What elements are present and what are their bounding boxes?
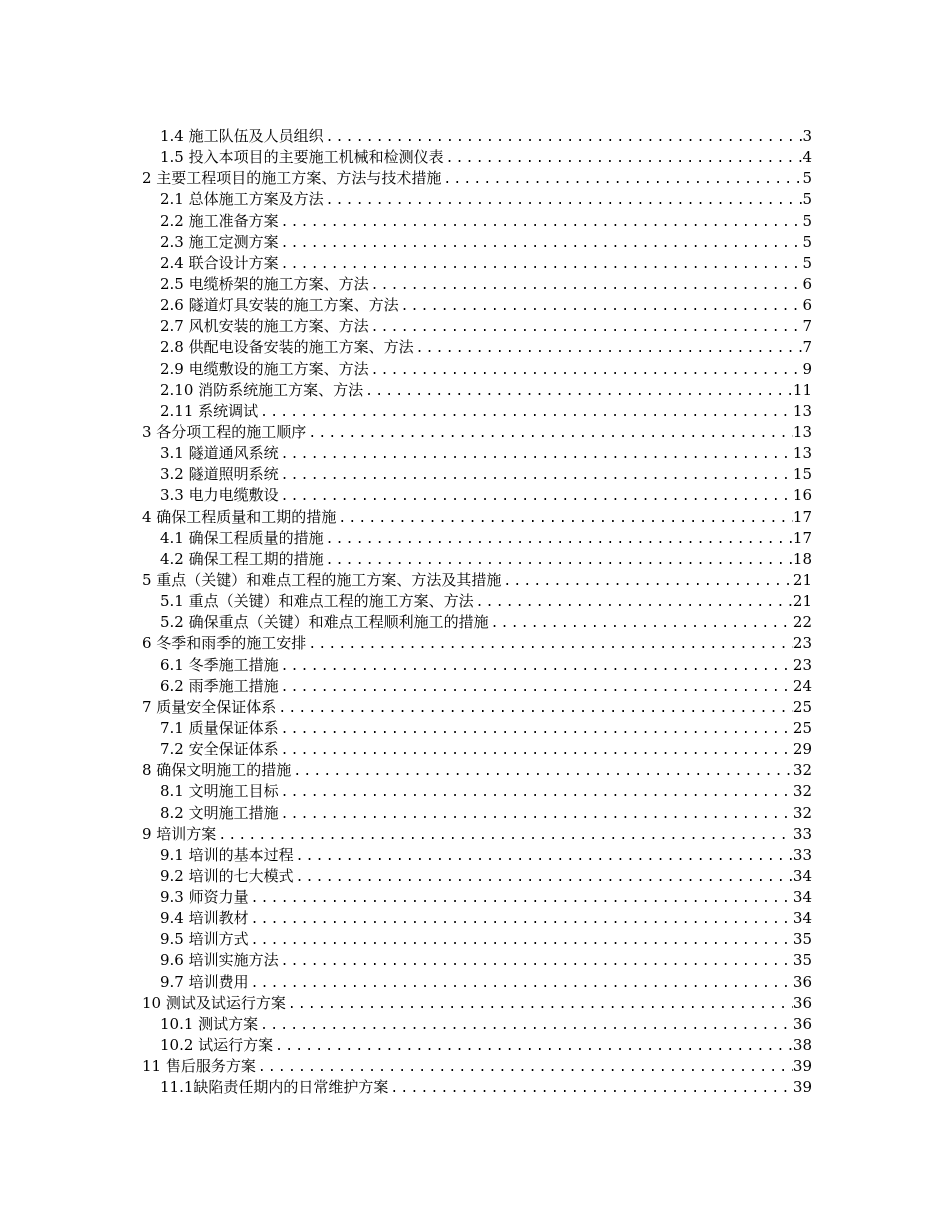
- toc-entry[interactable]: [142, 950, 812, 971]
- toc-entry-title: 8.1 文明施工目标: [160, 782, 279, 801]
- toc-entry-title: 3.3 电力电缆敷设: [160, 486, 279, 505]
- toc-dot-leader: [279, 212, 802, 233]
- toc-entry-page-number: 17: [792, 528, 812, 547]
- toc-entry-page-number: 23: [792, 634, 812, 653]
- toc-entry-page-number: 15: [792, 465, 812, 484]
- toc-dot-leader: [324, 529, 793, 550]
- toc-entry[interactable]: [142, 929, 812, 950]
- toc-dot-leader: [324, 127, 802, 148]
- toc-entry-title: 5 重点（关键）和难点工程的施工方案、方法及其措施: [142, 570, 502, 589]
- toc-entry-page-number: 32: [792, 782, 812, 801]
- toc-entry[interactable]: [142, 485, 812, 506]
- toc-dot-leader: [256, 1057, 793, 1078]
- toc-entry-page-number: 34: [792, 909, 812, 928]
- toc-dot-leader: [306, 634, 793, 655]
- toc-dot-leader: [369, 275, 802, 296]
- toc-entry-page-number: 13: [792, 444, 812, 463]
- toc-entry-title: 9.3 师资力量: [160, 888, 249, 907]
- toc-entry-title: 4 确保工程质量和工期的措施: [142, 507, 337, 526]
- toc-entry-page-number: 5: [802, 211, 812, 230]
- toc-entry[interactable]: [142, 993, 812, 1014]
- toc-entry-title: 8.2 文明施工措施: [160, 803, 279, 822]
- toc-entry-title: 3.2 隧道照明系统: [160, 465, 279, 484]
- toc-dot-leader: [501, 571, 793, 592]
- toc-entry[interactable]: [142, 443, 812, 464]
- toc-dot-leader: [363, 381, 793, 402]
- toc-entry-title: 10 测试及试运行方案: [142, 993, 286, 1012]
- toc-dot-leader: [279, 719, 793, 740]
- toc-entry-title: 7.1 质量保证体系: [160, 718, 279, 737]
- toc-entry-page-number: 34: [792, 866, 812, 885]
- toc-entry-title: 2.4 联合设计方案: [160, 253, 279, 272]
- toc-entry-page-number: 6: [802, 296, 812, 315]
- toc-dot-leader: [388, 1078, 793, 1099]
- toc-dot-leader: [249, 973, 793, 994]
- toc-entry-page-number: 5: [802, 253, 812, 272]
- toc-entry-title: 2.6 隧道灯具安装的施工方案、方法: [160, 296, 399, 315]
- toc-entry-page-number: 36: [792, 972, 812, 991]
- toc-dot-leader: [414, 338, 802, 359]
- toc-entry[interactable]: [142, 760, 812, 781]
- toc-entry[interactable]: [142, 168, 812, 189]
- toc-entry[interactable]: [142, 126, 812, 147]
- toc-entry-title: 6.2 雨季施工措施: [160, 676, 279, 695]
- toc-entry-page-number: 5: [802, 232, 812, 251]
- toc-entry-page-number: 9: [802, 359, 812, 378]
- toc-dot-leader: [279, 444, 793, 465]
- toc-dot-leader: [258, 1015, 793, 1036]
- toc-entry-page-number: 6: [802, 274, 812, 293]
- toc-dot-leader: [279, 254, 802, 275]
- toc-entry-title: 2.8 供配电设备安装的施工方案、方法: [160, 338, 414, 357]
- toc-dot-leader: [294, 846, 793, 867]
- toc-entry[interactable]: [142, 866, 812, 887]
- toc-entry-title: 2.11 系统调试: [160, 401, 259, 420]
- toc-dot-leader: [279, 465, 793, 486]
- toc-entry-title: 9.1 培训的基本过程: [160, 845, 294, 864]
- toc-dot-leader: [286, 994, 793, 1015]
- toc-entry[interactable]: [142, 570, 812, 591]
- toc-entry-title: 6 冬季和雨季的施工安排: [142, 634, 307, 653]
- toc-entry-title: 9.2 培训的七大模式: [160, 866, 294, 885]
- toc-entry-title: 1.5 投入本项目的主要施工机械和检测仪表: [160, 148, 444, 167]
- toc-entry-page-number: 13: [792, 422, 812, 441]
- toc-entry[interactable]: [142, 612, 812, 633]
- toc-dot-leader: [444, 148, 802, 169]
- toc-entry-page-number: 39: [792, 1057, 812, 1076]
- toc-entry[interactable]: [142, 1035, 812, 1056]
- toc-entry[interactable]: [142, 781, 812, 802]
- toc-entry-page-number: 39: [792, 1078, 812, 1097]
- toc-entry-title: 2.2 施工准备方案: [160, 211, 279, 230]
- toc-entry-page-number: 33: [792, 845, 812, 864]
- toc-entry[interactable]: [142, 845, 812, 866]
- toc-entry-title: 9.6 培训实施方法: [160, 951, 279, 970]
- toc-dot-leader: [249, 888, 793, 909]
- toc-entry[interactable]: [142, 464, 812, 485]
- toc-dot-leader: [279, 656, 793, 677]
- toc-entry-page-number: 32: [792, 803, 812, 822]
- toc-entry-title: 10.2 试运行方案: [160, 1036, 274, 1055]
- toc-dot-leader: [489, 613, 793, 634]
- toc-entry-page-number: 33: [792, 824, 812, 843]
- toc-entry-page-number: 29: [792, 740, 812, 759]
- toc-entry-page-number: 34: [792, 888, 812, 907]
- table-of-contents: [142, 126, 812, 1098]
- toc-entry-title: 3 各分项工程的施工顺序: [142, 422, 307, 441]
- toc-entry[interactable]: [142, 718, 812, 739]
- toc-dot-leader: [441, 169, 802, 190]
- toc-entry-page-number: 24: [792, 676, 812, 695]
- toc-entry[interactable]: [142, 253, 812, 274]
- toc-entry[interactable]: [142, 528, 812, 549]
- toc-dot-leader: [279, 233, 802, 254]
- toc-entry[interactable]: [142, 295, 812, 316]
- toc-entry[interactable]: [142, 676, 812, 697]
- toc-dot-leader: [279, 677, 793, 698]
- toc-entry-page-number: 21: [792, 570, 812, 589]
- toc-entry-title: 2.7 风机安装的施工方案、方法: [160, 317, 369, 336]
- toc-entry[interactable]: [142, 739, 812, 760]
- toc-entry-page-number: 35: [792, 930, 812, 949]
- toc-dot-leader: [336, 508, 793, 529]
- toc-entry-page-number: 16: [792, 486, 812, 505]
- toc-entry[interactable]: [142, 697, 812, 718]
- toc-entry-title: 7.2 安全保证体系: [160, 740, 279, 759]
- toc-entry[interactable]: [142, 422, 812, 443]
- toc-entry[interactable]: [142, 1077, 812, 1098]
- toc-dot-leader: [279, 804, 793, 825]
- toc-entry[interactable]: [142, 507, 812, 528]
- toc-entry-page-number: 22: [792, 613, 812, 632]
- toc-entry-page-number: 32: [792, 761, 812, 780]
- toc-entry-page-number: 3: [802, 127, 812, 145]
- toc-entry-title: 9 培训方案: [142, 824, 217, 843]
- toc-entry-title: 7 质量安全保证体系: [142, 697, 277, 716]
- toc-entry-page-number: 18: [792, 549, 812, 568]
- toc-entry[interactable]: [142, 972, 812, 993]
- toc-entry-title: 2.1 总体施工方案及方法: [160, 190, 324, 209]
- toc-entry[interactable]: [142, 359, 812, 380]
- toc-entry[interactable]: [142, 591, 812, 612]
- toc-entry-page-number: 21: [792, 592, 812, 611]
- toc-dot-leader: [369, 317, 802, 338]
- toc-entry-title: 8 确保文明施工的措施: [142, 761, 292, 780]
- toc-entry[interactable]: [142, 316, 812, 337]
- toc-dot-leader: [474, 592, 793, 613]
- toc-entry[interactable]: [142, 633, 812, 654]
- toc-dot-leader: [258, 402, 793, 423]
- toc-entry-page-number: 5: [802, 169, 812, 188]
- toc-entry-title: 2.9 电缆敷设的施工方案、方法: [160, 359, 369, 378]
- toc-entry-title: 9.4 培训教材: [160, 909, 249, 928]
- toc-entry-page-number: 7: [802, 317, 812, 336]
- toc-entry[interactable]: [142, 401, 812, 422]
- toc-dot-leader: [276, 698, 793, 719]
- toc-dot-leader: [249, 909, 793, 930]
- toc-entry-title: 3.1 隧道通风系统: [160, 444, 279, 463]
- toc-entry-page-number: 23: [792, 655, 812, 674]
- toc-entry-page-number: 4: [802, 148, 812, 167]
- toc-entry-title: 2.10 消防系统施工方案、方法: [160, 380, 364, 399]
- toc-dot-leader: [324, 190, 802, 211]
- toc-entry[interactable]: [142, 908, 812, 929]
- toc-dot-leader: [279, 740, 793, 761]
- toc-dot-leader: [273, 1036, 793, 1057]
- toc-entry-page-number: 13: [792, 401, 812, 420]
- toc-dot-leader: [279, 951, 793, 972]
- toc-entry-title: 2.3 施工定测方案: [160, 232, 279, 251]
- toc-dot-leader: [279, 486, 793, 507]
- toc-entry-page-number: 35: [792, 951, 812, 970]
- toc-entry-page-number: 5: [802, 190, 812, 209]
- toc-entry[interactable]: [142, 549, 812, 570]
- toc-entry[interactable]: [142, 803, 812, 824]
- toc-dot-leader: [294, 867, 793, 888]
- toc-entry-title: 1.4 施工队伍及人员组织: [160, 127, 324, 145]
- toc-entry[interactable]: [142, 655, 812, 676]
- toc-entry-title: 2.5 电缆桥架的施工方案、方法: [160, 274, 369, 293]
- toc-entry-title: 10.1 测试方案: [160, 1014, 259, 1033]
- toc-entry[interactable]: [142, 1014, 812, 1035]
- toc-entry[interactable]: [142, 337, 812, 358]
- toc-dot-leader: [306, 423, 793, 444]
- toc-entry-page-number: 11: [792, 380, 812, 399]
- toc-entry[interactable]: [142, 274, 812, 295]
- toc-entry-title: 4.2 确保工程工期的措施: [160, 549, 324, 568]
- toc-dot-leader: [324, 550, 793, 571]
- toc-entry[interactable]: [142, 380, 812, 401]
- toc-entry[interactable]: [142, 887, 812, 908]
- toc-entry-page-number: 38: [792, 1036, 812, 1055]
- toc-entry-page-number: 36: [792, 993, 812, 1012]
- toc-dot-leader: [279, 782, 793, 803]
- toc-entry-title: 11.1缺陷责任期内的日常维护方案: [160, 1078, 389, 1097]
- toc-entry[interactable]: [142, 189, 812, 210]
- toc-dot-leader: [249, 930, 793, 951]
- toc-entry-title: 2 主要工程项目的施工方案、方法与技术措施: [142, 169, 442, 188]
- toc-dot-leader: [216, 825, 793, 846]
- toc-entry-title: 9.5 培训方式: [160, 930, 249, 949]
- toc-entry-page-number: 25: [792, 697, 812, 716]
- toc-dot-leader: [399, 296, 802, 317]
- toc-entry-page-number: 7: [802, 338, 812, 357]
- toc-entry-page-number: 17: [792, 507, 812, 526]
- toc-entry[interactable]: [142, 211, 812, 232]
- toc-entry-title: 6.1 冬季施工措施: [160, 655, 279, 674]
- toc-entry-title: 5.1 重点（关键）和难点工程的施工方案、方法: [160, 592, 474, 611]
- toc-entry-title: 9.7 培训费用: [160, 972, 249, 991]
- toc-entry[interactable]: [142, 232, 812, 253]
- toc-dot-leader: [369, 360, 802, 381]
- toc-dot-leader: [291, 761, 793, 782]
- toc-entry-page-number: 25: [792, 718, 812, 737]
- toc-entry-title: 11 售后服务方案: [142, 1057, 256, 1076]
- toc-entry-title: 4.1 确保工程质量的措施: [160, 528, 324, 547]
- toc-entry[interactable]: [142, 824, 812, 845]
- toc-entry[interactable]: [142, 1056, 812, 1077]
- toc-entry[interactable]: [142, 147, 812, 168]
- toc-entry-page-number: 36: [792, 1014, 812, 1033]
- toc-entry-title: 5.2 确保重点（关键）和难点工程顺利施工的措施: [160, 613, 489, 632]
